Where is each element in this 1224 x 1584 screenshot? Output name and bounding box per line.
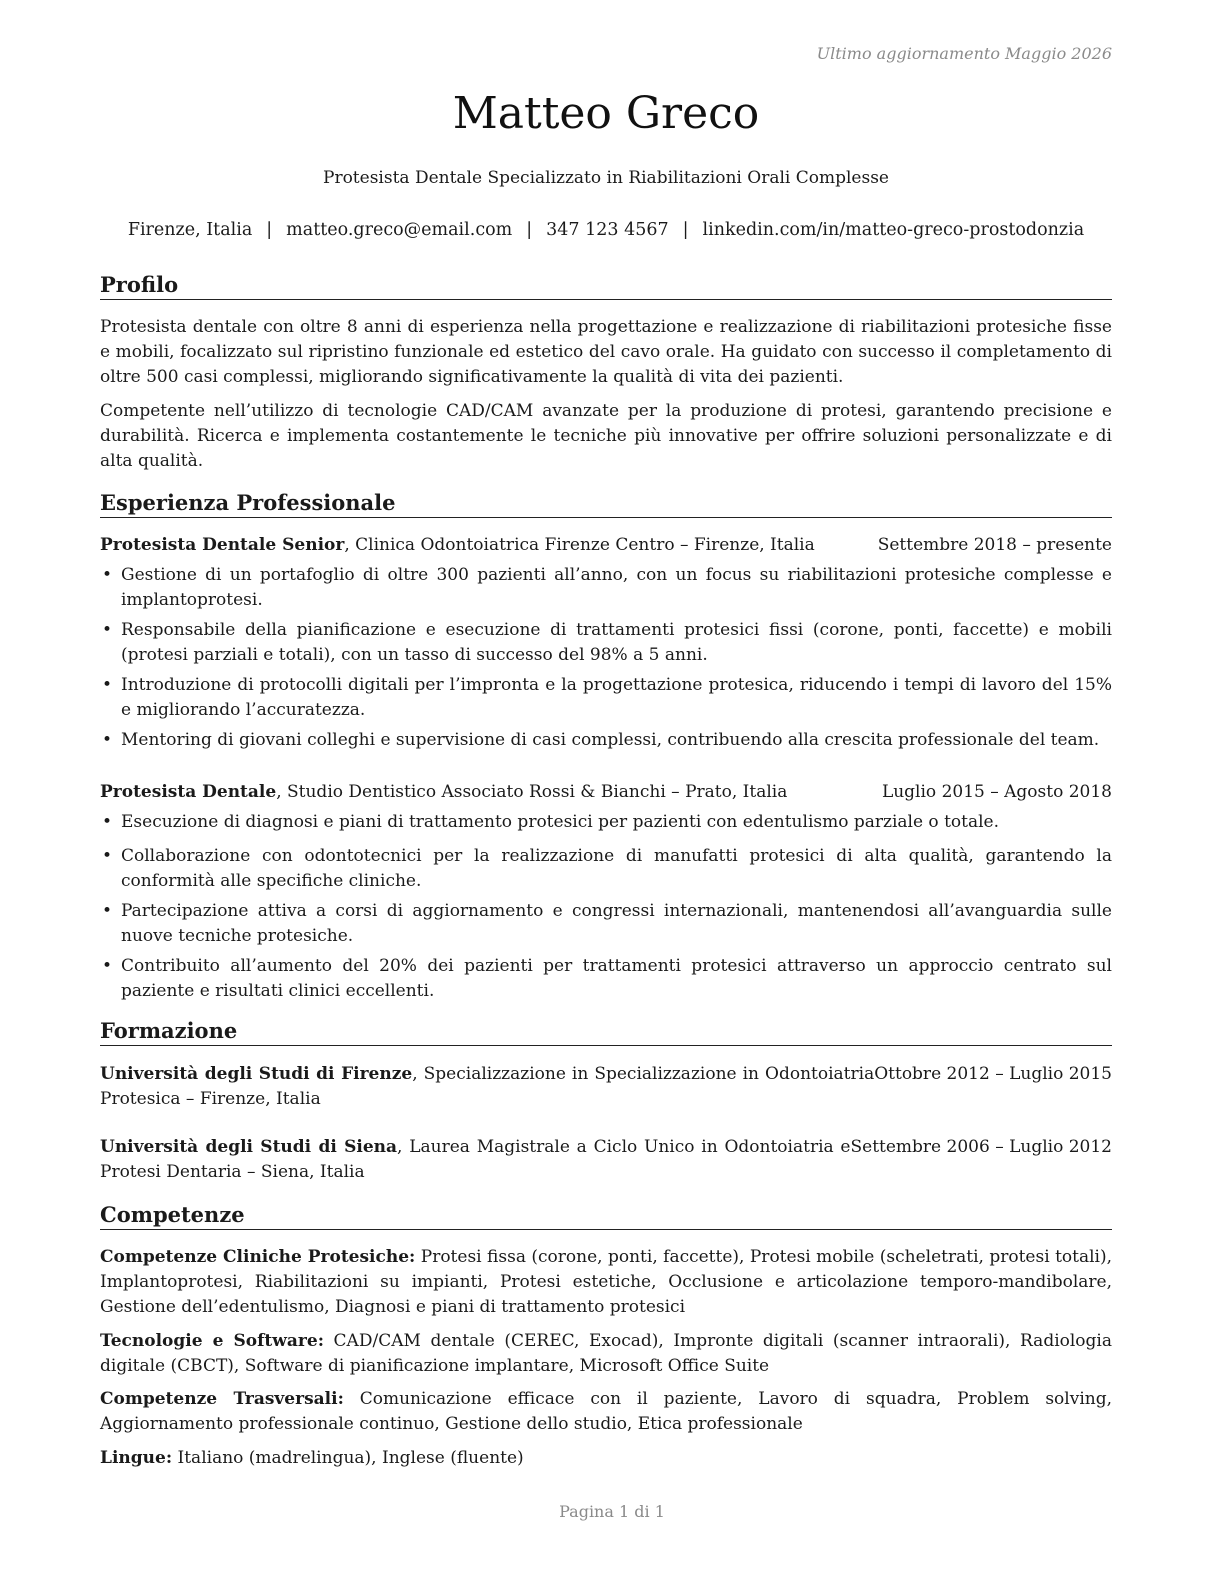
skill-text: Protesi fissa (corone, ponti, faccette), Protesi mobile (scheletrati, protesi totali), Implantoprotesi, Riabilitazioni su impianti, Protesi estetiche, Occlusione e articolazione temporo-mandibolare, Gestione dell’edentulismo, Diagnosi e piani di trattamento protesici <box>100 1247 1113 1317</box>
skill-label: Competenze Trasversali: <box>100 1389 344 1409</box>
section-title-skills: Competenze <box>100 1202 1112 1230</box>
list-item: • Collaborazione con odontotecnici per la realizzazione di manufatti protesici di alta qualità, garantendo la conformità alle specifiche cliniche. <box>100 844 1112 894</box>
candidate-subtitle: Protesista Dentale Specializzato in Riabilitazioni Orali Complesse <box>323 168 889 188</box>
job-header <box>100 533 1112 558</box>
job-place: , Studio Dentistico Associato Rossi & Bianchi – Prato, Italia <box>276 782 788 802</box>
section-title-experience: Esperienza Professionale <box>100 490 1112 518</box>
candidate-name: Matteo Greco <box>452 88 760 139</box>
contact-location: Firenze, Italia <box>127 220 253 240</box>
list-item: • Contribuito all’aumento del 20% dei pazienti per trattamenti protesici attraverso un approccio centrato sul paziente e risultati clinici eccellenti. <box>100 954 1112 1004</box>
section-title-education: Formazione <box>100 1018 1112 1046</box>
skill-entry <box>100 1329 1112 1379</box>
job-header <box>100 780 1112 805</box>
education-school: Università degli Studi di Siena <box>100 1137 398 1157</box>
skill-entry <box>100 1387 1112 1437</box>
list-item: • Mentoring di giovani colleghi e supervisione di casi complessi, contribuendo alla crescita professionale del team. <box>100 728 1112 753</box>
skill-text: CAD/CAM dentale (CEREC, Exocad), Impronte digitali (scanner intraorali), Radiologia digitale (CBCT), Software di pianificazione implantare, Microsoft Office Suite <box>100 1331 1112 1376</box>
contact-separator: | <box>526 220 533 240</box>
profile-paragraph: Protesista dentale con oltre 8 anni di esperienza nella progettazione e realizzazione di riabilitazioni protesiche fisse e mobili, focalizzato sul ripristino funzionale ed estetico del cavo orale. Ha guidato con successo il completamento di oltre 500 casi complessi, migliorando significativamente la qualità di vita dei pazienti. <box>100 317 1112 387</box>
job-place: , Clinica Odontoiatrica Firenze Centro – Firenze, Italia <box>344 535 815 555</box>
education-entry <box>100 1135 1112 1185</box>
education-detail: , Laurea Magistrale a Ciclo Unico in Odontoiatria e Protesi Dentaria – Siena, Italia <box>100 1137 851 1182</box>
contact-separator: | <box>682 220 689 240</box>
list-item: • Introduzione di protocolli digitali per l’impronta e la progettazione protesica, riducendo i tempi di lavoro del 15% e migliorando l’accuratezza. <box>100 673 1112 723</box>
contact-email[interactable]: matteo.greco@email.com <box>286 220 513 240</box>
job-bullets <box>100 563 1112 758</box>
skill-label: Tecnologie e Software: <box>100 1331 324 1351</box>
contact-line <box>100 220 1112 240</box>
job-dates: Luglio 2015 – Agosto 2018 <box>881 782 1112 802</box>
list-item: • Esecuzione di diagnosi e piani di trattamento protesici per pazienti con edentulismo parziale o totale. <box>100 810 1112 835</box>
list-item: • Partecipazione attiva a corsi di aggiornamento e congressi internazionali, mantenendosi all’avanguardia sulle nuove tecniche protesiche. <box>100 899 1112 949</box>
last-updated: Ultimo aggiornamento Maggio 2026 <box>816 44 1112 63</box>
education-dates: Settembre 2006 – Luglio 2012 <box>850 1137 1112 1157</box>
education-entry <box>100 1062 1112 1112</box>
contact-linkedin[interactable]: linkedin.com/in/matteo-greco-prostodonzia <box>702 220 1085 240</box>
education-dates: Ottobre 2012 – Luglio 2015 <box>874 1064 1112 1084</box>
education-detail: , Specializzazione in Specializzazione in Odontoiatria Protesica – Firenze, Italia <box>100 1064 875 1109</box>
section-title-profile: Profilo <box>100 272 1112 300</box>
skill-entry <box>100 1245 1112 1320</box>
profile-paragraph: Competente nell’utilizzo di tecnologie CAD/CAM avanzate per la produzione di protesi, garantendo precisione e durabilità. Ricerca e implementa costantemente le tecniche più innovative per offrire soluzioni personalizzate e di alta qualità. <box>100 401 1112 471</box>
contact-phone: 347 123 4567 <box>546 220 669 240</box>
contact-separator: | <box>266 220 273 240</box>
job-bullets <box>100 810 1112 1009</box>
page-number: Pagina 1 di 1 <box>559 1502 665 1521</box>
skill-entry <box>100 1446 1112 1471</box>
list-item: • Responsabile della pianificazione e esecuzione di trattamenti protesici fissi (corone, ponti, faccette) e mobili (protesi parziali e totali), con un tasso di successo del 98% a 5 anni. <box>100 618 1112 668</box>
skill-text: Italiano (madrelingua), Inglese (fluente) <box>172 1448 524 1468</box>
job-dates: Settembre 2018 – presente <box>877 535 1112 555</box>
skill-label: Competenze Cliniche Protesiche: <box>100 1247 416 1267</box>
skill-label: Lingue: <box>100 1448 173 1468</box>
job-role: Protesista Dentale <box>100 782 277 802</box>
list-item: • Gestione di un portafoglio di oltre 300 pazienti all’anno, con un focus su riabilitazioni protesiche complesse e implantoprotesi. <box>100 563 1112 613</box>
skill-text: Comunicazione efficace con il paziente, Lavoro di squadra, Problem solving, Aggiornamento professionale continuo, Gestione dello studio, Etica professionale <box>100 1389 1112 1434</box>
job-role: Protesista Dentale Senior <box>100 535 345 555</box>
education-school: Università degli Studi di Firenze <box>100 1064 413 1084</box>
